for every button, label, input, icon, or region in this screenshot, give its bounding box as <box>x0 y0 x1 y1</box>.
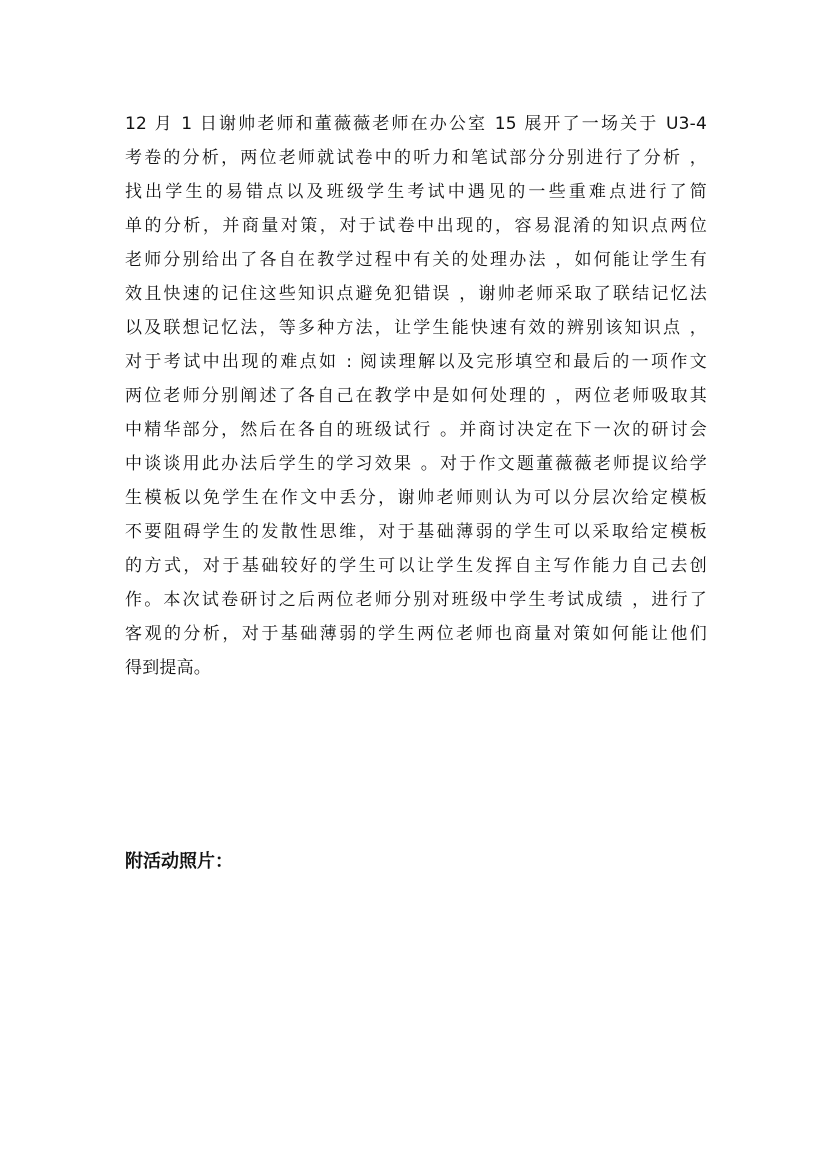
paragraph-line: 中谈谈用此办法后学生的学习效果 。对于作文题董薇薇老师提议给学 <box>125 454 707 474</box>
paragraph-line: 对于考试中出现的难点如 : 阅读理解以及完形填空和最后的一项作文 <box>125 352 707 372</box>
paragraph-line: 两位老师分别阐述了各自己在教学中是如何处理的 ，两位老师吸取其 <box>125 386 707 406</box>
paragraph-line: 得到提高。 <box>125 658 211 678</box>
paragraph-line: 单的分析，并商量对策，对于试卷中出现的，容易混淆的知识点两位 <box>125 216 707 236</box>
body-paragraph <box>125 113 707 691</box>
paragraph-line: 客观的分析，对于基础薄弱的学生两位老师也商量对策如何能让他们 <box>125 624 707 644</box>
paragraph-line: 考卷的分析，两位老师就试卷中的听力和笔试部分分别进行了分析 ， <box>125 148 707 168</box>
paragraph-line: 找出学生的易错点以及班级学生考试中遇见的一些重难点进行了简 <box>125 182 707 202</box>
paragraph-line: 12 月 1 日谢帅老师和董薇薇老师在办公室 15 展开了一场关于 U3-4 <box>125 114 707 134</box>
paragraph-line: 老师分别给出了各自在教学过程中有关的处理办法 ，如何能让学生有 <box>125 250 707 270</box>
paragraph-line: 效且快速的记住这些知识点避免犯错误 ，谢帅老师采取了联结记忆法 <box>125 284 707 304</box>
paragraph-line: 生模板以免学生在作文中丢分，谢帅老师则认为可以分层次给定模板 <box>125 488 707 508</box>
paragraph-line: 作。本次试卷研讨之后两位老师分别对班级中学生考试成绩 ，进行了 <box>125 590 707 610</box>
paragraph-line: 不要阻碍学生的发散性思维，对于基础薄弱的学生可以采取给定模板 <box>125 522 707 542</box>
attachment-heading: 附活动照片： <box>125 851 233 872</box>
paragraph-line: 中精华部分，然后在各自的班级试行 。并商讨决定在下一次的研讨会 <box>125 420 707 440</box>
paragraph-line: 以及联想记忆法，等多种方法，让学生能快速有效的辨别该知识点 ， <box>125 318 707 338</box>
paragraph-line: 的方式，对于基础较好的学生可以让学生发挥自主写作能力自己去创 <box>125 556 707 576</box>
